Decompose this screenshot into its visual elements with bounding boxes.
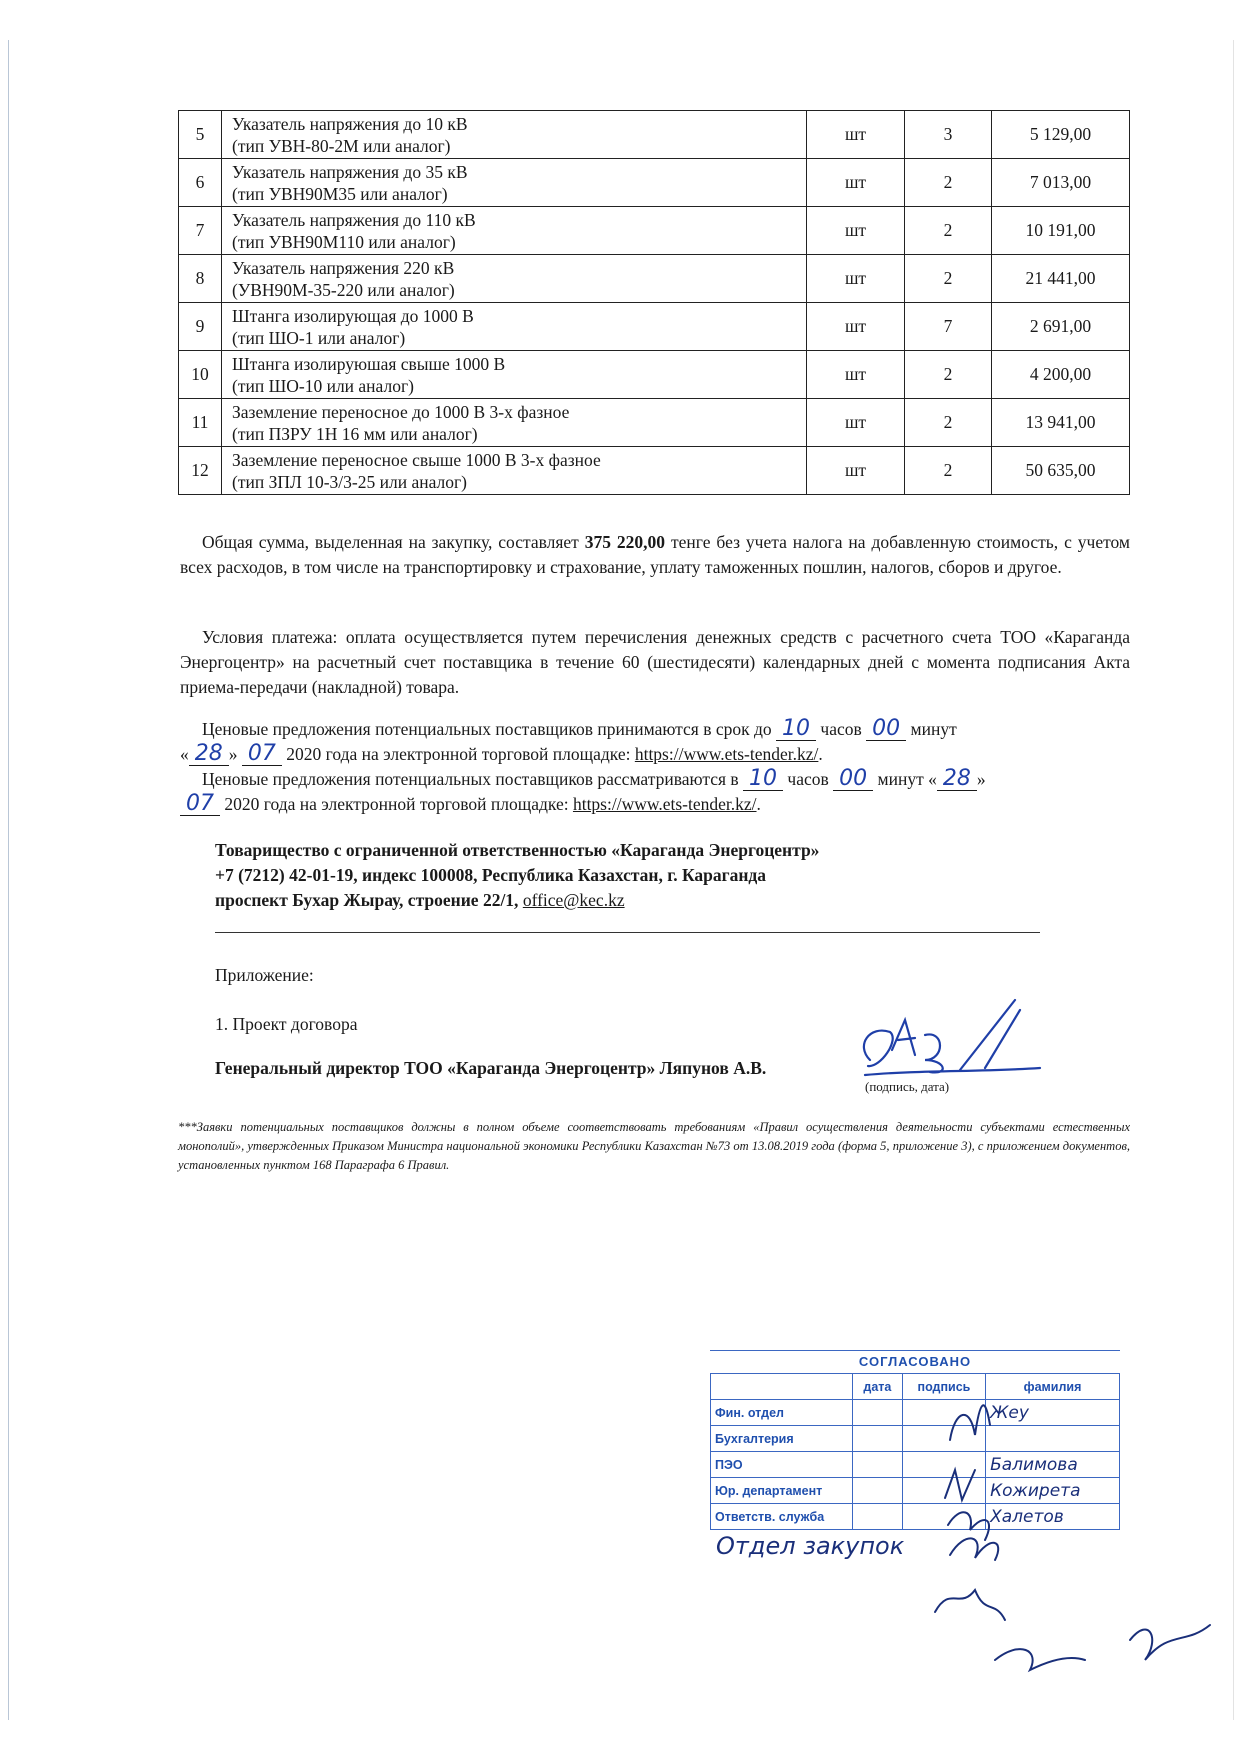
row-unit: шт: [807, 111, 905, 159]
row-number: 5: [179, 111, 222, 159]
company-block: [215, 838, 819, 913]
row-name: [222, 255, 807, 303]
row-name-line1: Указатель напряжения до 35 кВ: [232, 161, 468, 182]
stamp-handwritten-department: Отдел закупок: [716, 1532, 905, 1560]
signature-caption: (подпись, дата): [865, 1079, 950, 1094]
row-name-line2: (УВН90М-35-220 или аналог): [232, 279, 455, 300]
row-unit: шт: [807, 447, 905, 495]
open-quote-review: «: [928, 769, 937, 789]
stamp-row: [711, 1426, 1120, 1452]
row-name-line2: (тип УВН90М35 или аналог): [232, 183, 448, 204]
payment-paragraph: Условия платежа: оплата осуществляется путем перечисления денежных средств с расчетного счета ТОО «Караганда Энергоцентр» на расчетный счет поставщика в течение 60 (шестидесяти) календарных дней с момента подписания Акта приема-передачи (накладной) товара.: [180, 627, 1130, 697]
hours-word-review: часов: [787, 769, 829, 789]
close-quote: »: [228, 744, 238, 764]
row-name-line1: Указатель напряжения до 110 кВ: [232, 209, 476, 230]
row-number: 9: [179, 303, 222, 351]
row-price: 10 191,00: [992, 207, 1130, 255]
offers-review-text: Ценовые предложения потенциальных поставщиков рассматриваются в: [202, 769, 739, 789]
row-price: 2 691,00: [992, 303, 1130, 351]
row-unit: шт: [807, 303, 905, 351]
row-number: 11: [179, 399, 222, 447]
row-name: [222, 207, 807, 255]
row-name-line2: (тип ЗПЛ 10-3/3-25 или аналог): [232, 471, 468, 492]
row-quantity: 2: [905, 207, 992, 255]
stamp-row: [711, 1400, 1120, 1426]
row-name-line2: (тип УВН-80-2М или аналог): [232, 135, 451, 156]
stamp-row-label: Бухгалтерия: [711, 1426, 853, 1452]
total-text-after: тенге без учета налога на добавленную стоимость, с учетом всех расходов, в том числе на транспортировку и страхование, уплату таможенных пошлин, налогов, сборов и другое.: [180, 532, 1130, 577]
stamp-cell: [902, 1426, 985, 1452]
row-price: 5 129,00: [992, 111, 1130, 159]
row-unit: шт: [807, 159, 905, 207]
director-signature-scribble: [864, 1000, 1040, 1075]
year-text-review: 2020 года на электронной торговой площадке:: [224, 794, 569, 814]
stamp-row-label: ПЭО: [711, 1452, 853, 1478]
company-email-link[interactable]: office@kec.kz: [522, 890, 625, 910]
row-unit: шт: [807, 351, 905, 399]
row-quantity: 2: [905, 447, 992, 495]
row-unit: шт: [807, 255, 905, 303]
stamp-cell: [853, 1478, 903, 1504]
row-unit: шт: [807, 399, 905, 447]
handwritten-hour: 10: [776, 718, 816, 741]
handwritten-minute-review: 00: [833, 768, 873, 791]
stamp-cell: [853, 1400, 903, 1426]
handwritten-month: 07: [242, 743, 282, 766]
row-number: 10: [179, 351, 222, 399]
stamp-header-cell: фамилия: [986, 1374, 1120, 1400]
handwritten-day: 28: [189, 743, 229, 766]
stamp-cell: [902, 1452, 985, 1478]
approval-stamp: [710, 1350, 1120, 1560]
table-row: [179, 447, 1130, 495]
stamp-row: [711, 1452, 1120, 1478]
appendix-title: Приложение:: [215, 965, 314, 985]
row-name-line1: Заземление переносное до 1000 В 3-х фазное: [232, 401, 570, 422]
company-phone-address: +7 (7212) 42-01-19, индекс 100008, Республика Казахстан, г. Караганда: [215, 865, 767, 885]
stamp-cell: [853, 1426, 903, 1452]
stamp-row-label: Юр. департамент: [711, 1478, 853, 1504]
row-name: [222, 399, 807, 447]
offers-accept-paragraph: [180, 717, 1130, 767]
row-name: [222, 159, 807, 207]
company-underline: [215, 932, 1040, 933]
minutes-word: минут: [910, 719, 957, 739]
footnote: ***Заявки потенциальных поставщиков должны в полном объеме соответствовать требованиям «Правил осуществления деятельности субъектами естественных монополий», утвержденных Приказом Министра национальной экономики Республики Казахстан №73 от 13.08.2019 года (форма 5, приложение 3), с приложением документов, установленных пунктом 168 Параграфа 6 Правил.: [178, 1120, 1130, 1172]
period: .: [818, 744, 823, 764]
row-name-line1: Штанга изолируюшая свыше 1000 В: [232, 353, 506, 374]
row-name-line2: (тип ШО-1 или аналог): [232, 327, 406, 348]
stamp-handwritten-surname: Кожирета: [986, 1478, 1120, 1504]
company-street: проспект Бухар Жырау, строение 22/1,: [215, 890, 523, 910]
stamp-cell: [902, 1504, 985, 1530]
items-table: [178, 110, 1130, 495]
ets-tender-link[interactable]: https://www.ets-tender.kz/: [634, 744, 819, 764]
row-price: 21 441,00: [992, 255, 1130, 303]
row-price: 50 635,00: [992, 447, 1130, 495]
table-row: [179, 207, 1130, 255]
stamp-cell: [853, 1452, 903, 1478]
row-name: [222, 351, 807, 399]
stamp-handwritten-surname: Балимова: [986, 1452, 1120, 1478]
stamp-header-cell: подпись: [902, 1374, 985, 1400]
stamp-table: [710, 1373, 1120, 1530]
table-row: [179, 303, 1130, 351]
open-quote: «: [180, 744, 189, 764]
total-amount: 375 220,00: [584, 532, 666, 552]
director-signature-line: Генеральный директор ТОО «Караганда Энергоцентр» Ляпунов А.В.: [215, 1058, 767, 1078]
row-name-line1: Заземление переносное свыше 1000 В 3-х фазное: [232, 449, 601, 470]
stamp-row-label: Фин. отдел: [711, 1400, 853, 1426]
row-name-line2: (тип УВН90М110 или аналог): [232, 231, 456, 252]
row-name-line2: (тип ПЗРУ 1Н 16 мм или аналог): [232, 423, 478, 444]
total-paragraph: [180, 530, 1130, 580]
hours-word: часов: [820, 719, 862, 739]
row-price: 7 013,00: [992, 159, 1130, 207]
scan-edge-right: [1233, 40, 1234, 1720]
stamp-title: СОГЛАСОВАНО: [710, 1350, 1120, 1373]
appendix-item: 1. Проект договора: [215, 1014, 358, 1034]
row-name: [222, 303, 807, 351]
row-quantity: 2: [905, 255, 992, 303]
handwritten-day-review: 28: [937, 768, 977, 791]
handwritten-hour-review: 10: [743, 768, 783, 791]
handwritten-month-review: 07: [180, 793, 220, 816]
scan-edge-left: [8, 40, 9, 1720]
stamp-header-cell: дата: [853, 1374, 903, 1400]
row-number: 6: [179, 159, 222, 207]
stamp-table-body: [711, 1374, 1120, 1530]
row-name: [222, 111, 807, 159]
offers-accept-text: Ценовые предложения потенциальных поставщиков принимаются в срок до: [202, 719, 772, 739]
total-text-before: Общая сумма, выделенная на закупку, составляет: [202, 532, 585, 552]
row-name-line1: Штанга изолирующая до 1000 В: [232, 305, 474, 326]
stamp-cell: [902, 1478, 985, 1504]
stamp-cell: [902, 1400, 985, 1426]
ets-tender-link-review[interactable]: https://www.ets-tender.kz/: [572, 794, 757, 814]
row-number: 8: [179, 255, 222, 303]
items-table-body: [179, 111, 1130, 495]
close-quote-review: »: [976, 769, 986, 789]
stamp-handwritten-surname: Халетов: [986, 1504, 1120, 1530]
stamp-cell: [853, 1504, 903, 1530]
handwritten-minute: 00: [866, 718, 906, 741]
row-quantity: 2: [905, 351, 992, 399]
stamp-handwritten-surname: Жеу: [986, 1400, 1120, 1426]
table-row: [179, 255, 1130, 303]
company-name: Товарищество с ограниченной ответственностью «Караганда Энергоцентр»: [215, 840, 820, 860]
offers-review-paragraph: [180, 767, 1130, 817]
table-row: [179, 399, 1130, 447]
table-row: [179, 111, 1130, 159]
stamp-header-blank: [711, 1374, 853, 1400]
period-review: .: [756, 794, 761, 814]
table-row: [179, 351, 1130, 399]
company-street-line: [215, 888, 819, 913]
row-price: 13 941,00: [992, 399, 1130, 447]
row-name-line2: (тип ШО-10 или аналог): [232, 375, 414, 396]
year-text: 2020 года на электронной торговой площадке:: [286, 744, 631, 764]
row-number: 7: [179, 207, 222, 255]
row-quantity: 7: [905, 303, 992, 351]
row-quantity: 2: [905, 399, 992, 447]
stamp-cell: [986, 1426, 1120, 1452]
row-quantity: 3: [905, 111, 992, 159]
stamp-row: [711, 1478, 1120, 1504]
row-name: [222, 447, 807, 495]
row-quantity: 2: [905, 159, 992, 207]
row-number: 12: [179, 447, 222, 495]
stamp-header-row: [711, 1374, 1120, 1400]
row-name-line1: Указатель напряжения 220 кВ: [232, 257, 455, 278]
stamp-row: [711, 1504, 1120, 1530]
row-unit: шт: [807, 207, 905, 255]
stamp-row-label: Ответств. служба: [711, 1504, 853, 1530]
row-price: 4 200,00: [992, 351, 1130, 399]
minutes-word-review: минут: [877, 769, 924, 789]
table-row: [179, 159, 1130, 207]
row-name-line1: Указатель напряжения до 10 кВ: [232, 113, 468, 134]
